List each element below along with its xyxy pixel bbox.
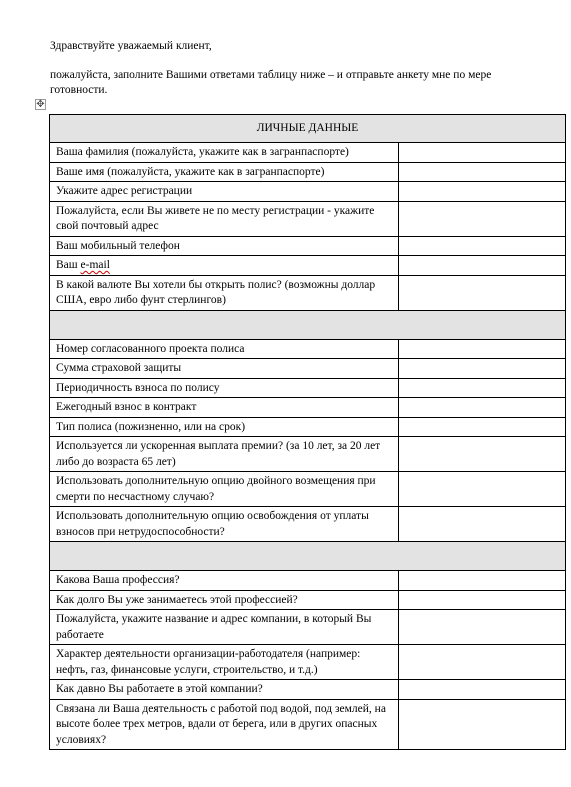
question-label: Номер согласованного проекта полиса [50,339,399,359]
answer-cell[interactable] [399,680,566,700]
answer-cell[interactable] [399,275,566,310]
answer-cell[interactable] [399,182,566,202]
table-row [50,378,566,398]
table-row [50,339,566,359]
spellcheck-word: e-mail [80,259,110,271]
question-label: Ваш мобильный телефон [50,236,399,256]
instruction-text: пожалуйста, заполните Вашими ответами таблицу ниже – и отправьте анкету мне по мере готовности. [50,69,492,96]
email-prefix: Ваш [56,259,81,271]
table-row [50,680,566,700]
question-label: Как долго Вы уже занимаетесь этой профессией? [50,590,399,610]
answer-cell[interactable] [399,236,566,256]
question-label: Ваша фамилия (пожалуйста, укажите как в загранпаспорте) [50,143,399,163]
answer-cell[interactable] [399,610,566,645]
answer-cell[interactable] [399,507,566,542]
question-label: Периодичность взноса по полису [50,378,399,398]
answer-cell[interactable] [399,645,566,680]
question-label: В какой валюте Вы хотели бы открыть полис? (возможны доллар США, евро либо фунт стерлингов) [50,275,399,310]
text-cursor [565,345,566,357]
answer-cell[interactable] [399,571,566,591]
table-row [50,162,566,182]
question-label: Пожалуйста, если Вы живете не по месту регистрации - укажите свой почтовый адрес [50,201,399,236]
table-row [50,359,566,379]
table-row [50,472,566,507]
question-label: Какова Ваша профессия? [50,571,399,591]
table-row [50,699,566,750]
answer-cell[interactable] [399,378,566,398]
table-row [50,417,566,437]
question-label: Использовать дополнительную опцию двойного возмещения при смерти по несчастному случаю? [50,472,399,507]
table-header-row [50,115,566,143]
section-separator-row [50,542,566,571]
table-row [50,275,566,310]
question-label: Пожалуйста, укажите название и адрес компании, в который Вы работаете [50,610,399,645]
table-row [50,201,566,236]
question-label: Использовать дополнительную опцию освобождения от уплаты взносов при нетрудоспособности? [50,507,399,542]
personal-data-heading: ЛИЧНЫЕ ДАННЫЕ [50,115,566,143]
question-label: Характер деятельности организации-работодателя (например: нефть, газ, финансовые услуги, строительство, и т.д.) [50,645,399,680]
question-label: Связана ли Ваша деятельность с работой под водой, под землей, на высоте более трех метров, вдали от берега, или в других опасных условиях? [50,699,399,750]
answer-cell[interactable] [399,699,566,750]
table-row [50,610,566,645]
questionnaire-table [49,114,566,750]
answer-cell[interactable] [399,398,566,418]
answer-cell[interactable] [399,339,566,359]
answer-cell[interactable] [399,201,566,236]
separator-cell [50,542,566,571]
table-row [50,256,566,276]
answer-cell[interactable] [399,162,566,182]
question-label: Тип полиса (пожизненно, или на срок) [50,417,399,437]
separator-cell [50,310,566,339]
table-row [50,182,566,202]
table-row [50,143,566,163]
question-label: Ваше имя (пожалуйста, укажите как в загранпаспорте) [50,162,399,182]
table-move-handle-icon[interactable]: ✥ [36,99,45,110]
answer-cell[interactable] [399,472,566,507]
table-row [50,236,566,256]
answer-cell[interactable] [399,417,566,437]
answer-cell[interactable] [399,359,566,379]
answer-cell[interactable] [399,256,566,276]
answer-cell[interactable] [399,437,566,472]
question-label: Используется ли ускоренная выплата премии? (за 10 лет, за 20 лет либо до возраста 65 лет) [50,437,399,472]
answer-cell[interactable] [399,143,566,163]
table-row [50,437,566,472]
question-label: Как давно Вы работаете в этой компании? [50,680,399,700]
table-row [50,571,566,591]
section-separator-row [50,310,566,339]
question-label [50,256,399,276]
table-row [50,645,566,680]
table-row [50,507,566,542]
question-label: Сумма страховой защиты [50,359,399,379]
answer-cell[interactable] [399,590,566,610]
greeting-text: Здравствуйте уважаемый клиент, [50,40,212,52]
question-label: Укажите адрес регистрации [50,182,399,202]
table-row [50,398,566,418]
question-label: Ежегодный взнос в контракт [50,398,399,418]
table-row [50,590,566,610]
